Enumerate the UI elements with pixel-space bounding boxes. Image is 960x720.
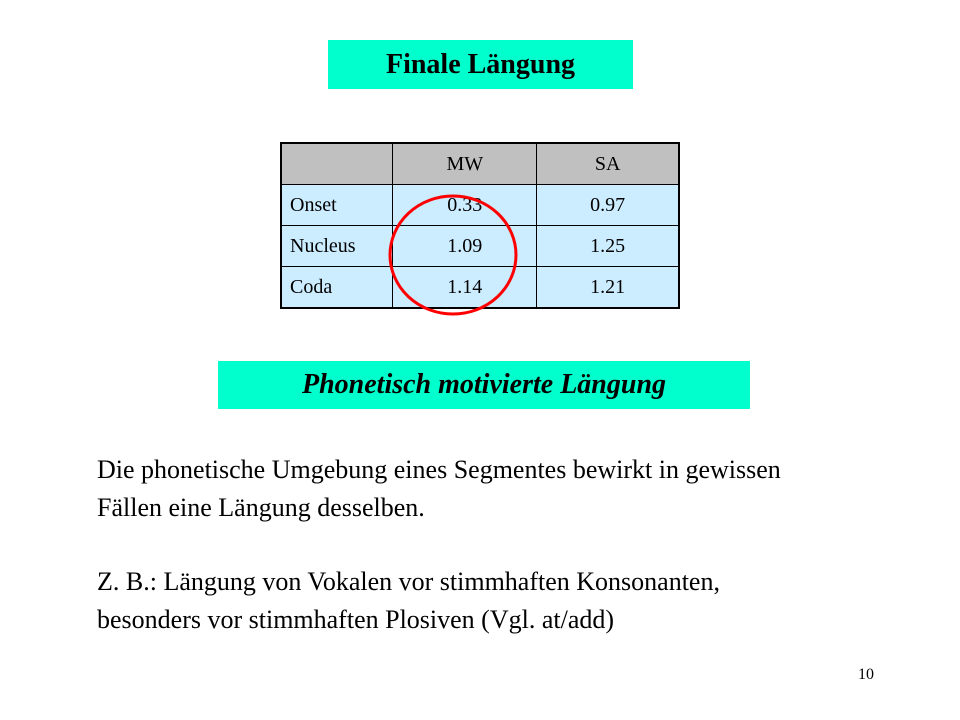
mw-value: 1.09 bbox=[393, 226, 537, 267]
section-subtitle: Phonetisch motivierte Längung bbox=[218, 361, 750, 409]
table-header-row bbox=[281, 143, 679, 185]
column-header-sa: SA bbox=[537, 143, 679, 185]
body-paragraph-2 bbox=[97, 563, 947, 639]
row-label: Nucleus bbox=[281, 226, 393, 267]
text-line: Z. B.: Längung von Vokalen vor stimmhaften Konsonanten, bbox=[97, 567, 720, 596]
text-line: besonders vor stimmhaften Plosiven (Vgl. at/add) bbox=[97, 605, 615, 634]
sa-value: 1.21 bbox=[537, 267, 679, 309]
table-corner-cell bbox=[281, 143, 393, 185]
mw-value: 0.33 bbox=[393, 185, 537, 226]
sa-value: 1.25 bbox=[537, 226, 679, 267]
mw-value: 1.14 bbox=[393, 267, 537, 309]
row-label: Coda bbox=[281, 267, 393, 309]
sa-value: 0.97 bbox=[537, 185, 679, 226]
row-label: Onset bbox=[281, 185, 393, 226]
body-paragraph-1 bbox=[97, 451, 947, 527]
page-number: 10 bbox=[858, 666, 874, 683]
mw-highlight-ellipse bbox=[387, 193, 519, 317]
text-line: Fällen eine Längung desselben. bbox=[97, 493, 425, 522]
column-header-mw: MW bbox=[393, 143, 537, 185]
slide-title: Finale Längung bbox=[328, 40, 633, 89]
text-line: Die phonetische Umgebung eines Segmentes bewirkt in gewissen bbox=[97, 455, 781, 484]
